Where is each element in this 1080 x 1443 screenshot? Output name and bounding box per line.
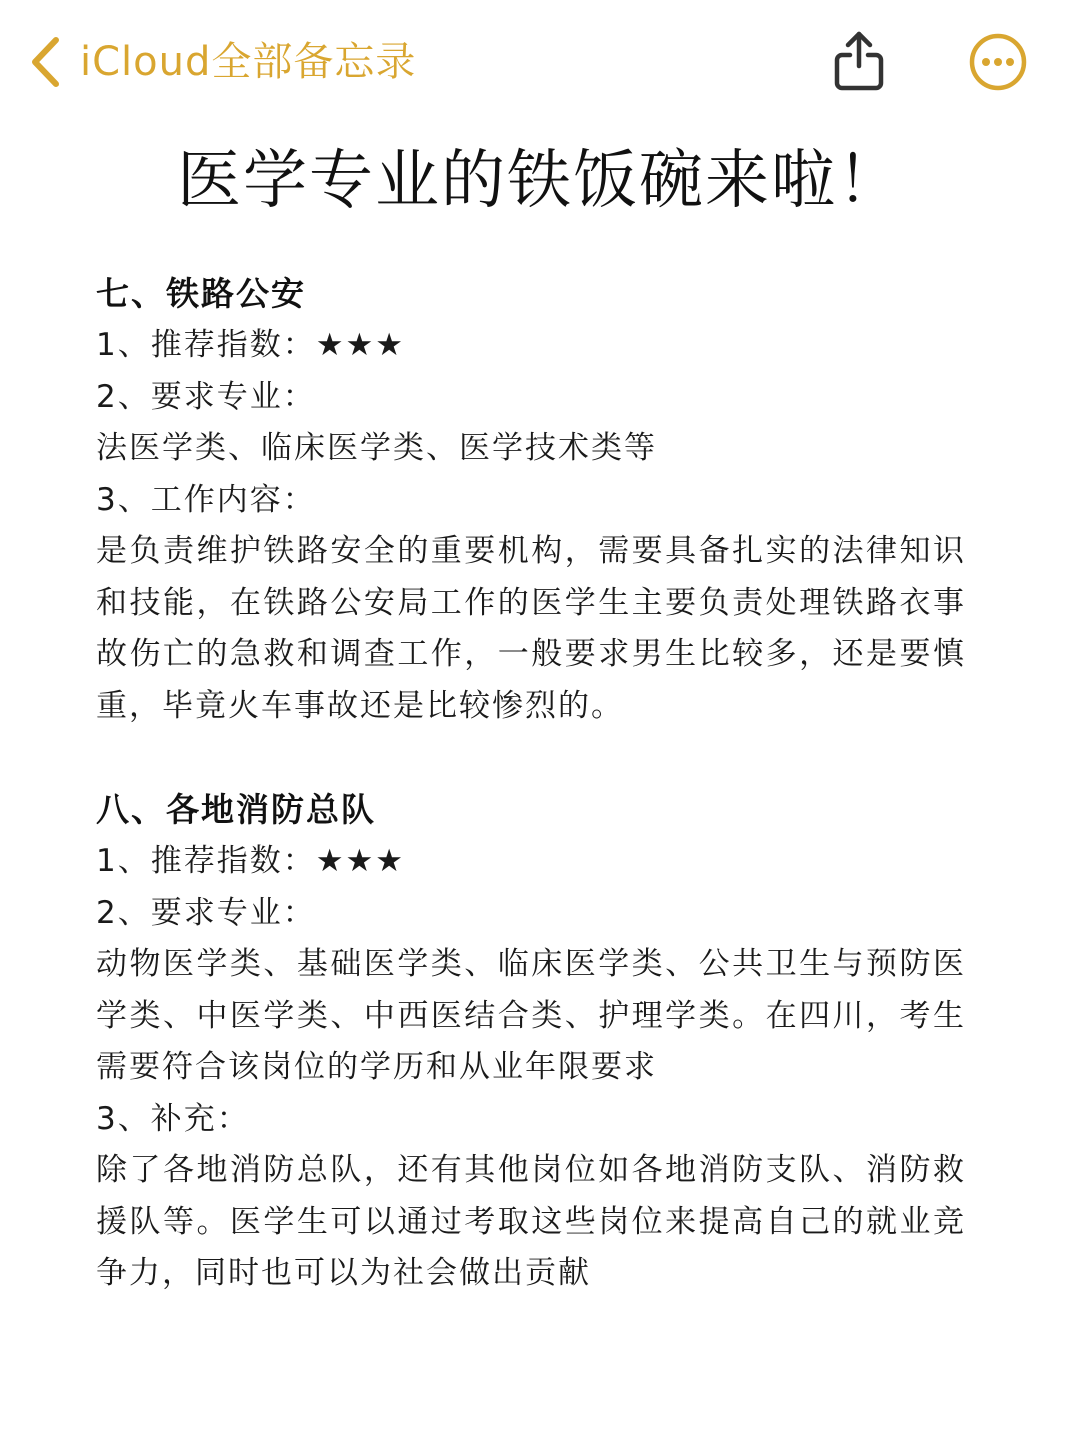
section-railway-police [96, 268, 966, 732]
share-icon [830, 28, 888, 94]
chevron-left-icon [28, 36, 62, 88]
majors-text: 法医学类、临床医学类、医学技术类等 [96, 430, 657, 466]
detail-text: 除了各地消防总队，还有其他岗位如各地消防支队、消防救援队等。医学生可以通过考取这些岗位来提高自己的就业竞争力，同时也可以为社会做出贡献 [96, 1152, 966, 1291]
majors-label: 2、要求专业： [96, 894, 316, 931]
navigation-bar [0, 0, 1080, 120]
note-body [96, 268, 966, 1300]
share-button[interactable] [830, 28, 888, 94]
section-fire-brigade [96, 784, 966, 1300]
section-heading: 七、铁路公安 [96, 274, 306, 313]
majors-text: 动物医学类、基础医学类、临床医学类、公共卫生与预防医学类、中医学类、中西医结合类、护理学类。在四川，考生需要符合该岗位的学历和从业年限要求 [96, 946, 966, 1085]
rating-line: 1、推荐指数：★★★ [96, 327, 406, 363]
ellipsis-circle-icon [968, 32, 1028, 92]
note-title: 医学专业的铁饭碗来啦！ [177, 144, 903, 218]
more-options-button[interactable] [968, 32, 1028, 92]
majors-label: 2、要求专业： [96, 378, 316, 415]
detail-label: 3、补充： [96, 1100, 250, 1137]
detail-label: 3、工作内容： [96, 481, 316, 518]
detail-text: 是负责维护铁路安全的重要机构，需要具备扎实的法律知识和技能，在铁路公安局工作的医学生主要负责处理铁路衣事故伤亡的急救和调查工作，一般要求男生比较多，还是要慎重，毕竟火车事故还是比较惨烈的。 [96, 533, 966, 724]
rating-line: 1、推荐指数：★★★ [96, 843, 406, 879]
section-heading: 八、各地消防总队 [96, 790, 376, 829]
back-label: iCloud全部备忘录 [80, 39, 417, 85]
back-button[interactable] [28, 32, 416, 92]
